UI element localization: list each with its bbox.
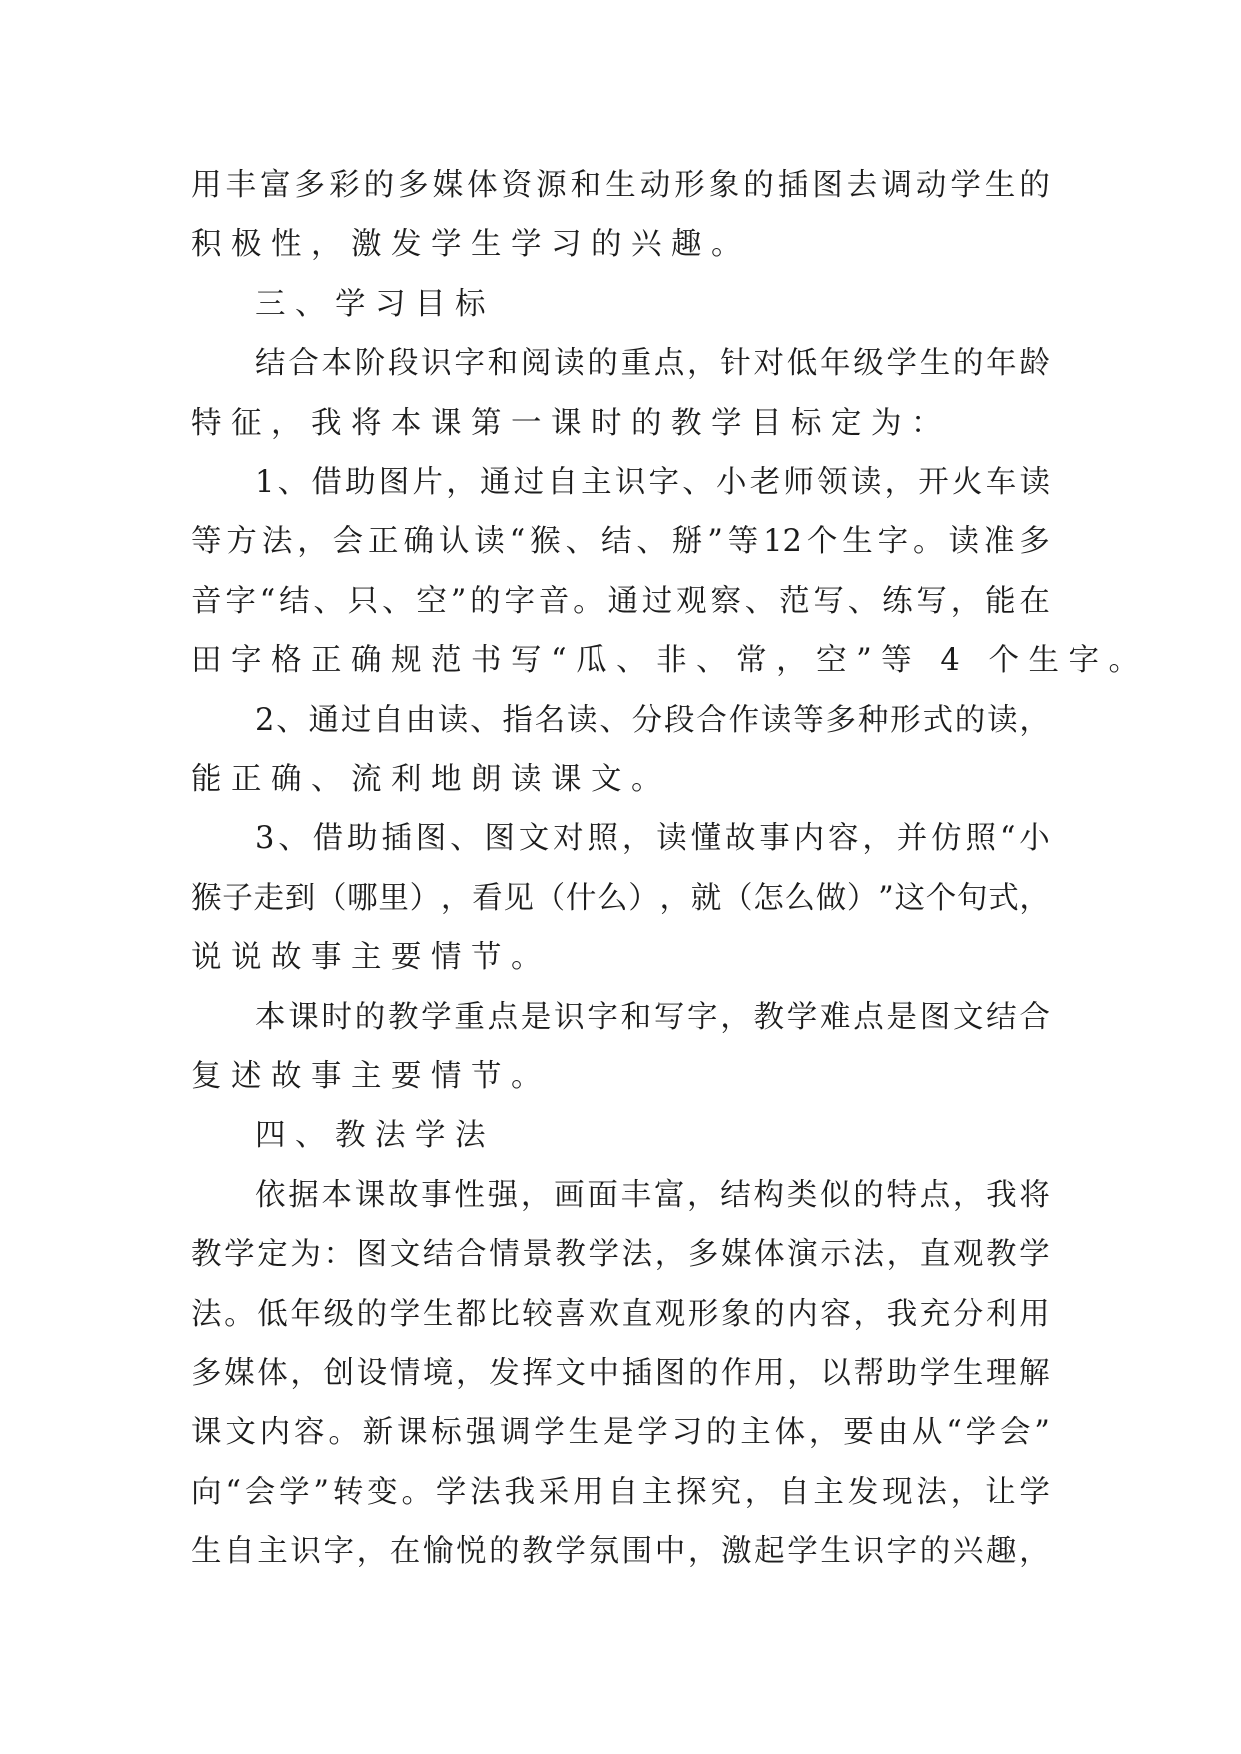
text-line: 教 学 定 为 ： 图 文 结 合 情 景 教 学 法 ， 多 媒 体 演 示 法 ， 直 观 教 学 xyxy=(191,1237,1050,1272)
text-line: 说说故事主要情节。 xyxy=(191,940,551,975)
text-line: 能正确、流利地朗读课文。 xyxy=(191,762,671,797)
text-line: 法 。 低 年 级 的 学 生 都 比 较 喜 欢 直 观 形 象 的 内 容 ， 我 充 分 利 用 xyxy=(191,1297,1050,1332)
text-line: 依 据 本 课 故 事 性 强 ， 画 面 丰 富 ， 结 构 类 似 的 特 点 ， 我 将 xyxy=(255,1178,1050,1213)
section-heading: 三、学习目标 xyxy=(255,287,495,322)
list-item: 3 、 借 助 插 图 、 图 文 对 照 ， 读 懂 故 事 内 容 ， 并 仿 照 “ 小 xyxy=(255,821,1050,856)
section-heading: 四、教法学法 xyxy=(255,1118,495,1153)
text-line: 等 方 法 ， 会 正 确 认 读 “ 猴 、 结 、 掰 ” 等 12 个 生 字 。 读 准 多 xyxy=(191,524,1050,559)
text-line: 向 “ 会 学 ” 转 变 。 学 法 我 采 用 自 主 探 究 ， 自 主 发 现 法 ， 让 学 xyxy=(191,1475,1050,1510)
text-line: 复述故事主要情节。 xyxy=(191,1059,551,1094)
text-line: 特征，我将本课第一课时的教学目标定为： xyxy=(191,406,951,441)
text-line: 田字格正确规范书写“瓜、非、常，空”等 4 个生字。 xyxy=(191,643,1149,678)
text-line: 用 丰 富 多 彩 的 多 媒 体 资 源 和 生 动 形 象 的 插 图 去 调 动 学 生 的 xyxy=(191,168,1050,203)
text-line: 猴 子 走 到 （ 哪 里 ） ， 看 见 （ 什 么 ） ， 就 （ 怎 么 做 ） ” 这 个 句 式 ， xyxy=(191,881,1050,916)
text-line: 本 课 时 的 教 学 重 点 是 识 字 和 写 字 ， 教 学 难 点 是 图 文 结 合 xyxy=(255,1000,1050,1035)
text-line: 积极性，激发学生学习的兴趣。 xyxy=(191,227,751,262)
text-line: 音 字 “ 结 、 只 、 空 ” 的 字 音 。 通 过 观 察 、 范 写 、 练 写 ， 能 在 xyxy=(191,584,1050,619)
text-line: 课 文 内 容 。 新 课 标 强 调 学 生 是 学 习 的 主 体 ， 要 由 从 “ 学 会 ” xyxy=(191,1415,1050,1450)
text-line: 多 媒 体 ， 创 设 情 境 ， 发 挥 文 中 插 图 的 作 用 ， 以 帮 助 学 生 理 解 xyxy=(191,1356,1050,1391)
text-line: 结 合 本 阶 段 识 字 和 阅 读 的 重 点 ， 针 对 低 年 级 学 生 的 年 龄 xyxy=(255,346,1050,381)
list-item: 2 、 通 过 自 由 读 、 指 名 读 、 分 段 合 作 读 等 多 种 形 式 的 读 ， xyxy=(255,703,1050,738)
list-item: 1 、 借 助 图 片 ， 通 过 自 主 识 字 、 小 老 师 领 读 ， 开 火 车 读 xyxy=(255,465,1050,500)
text-line: 生 自 主 识 字 ， 在 愉 悦 的 教 学 氛 围 中 ， 激 起 学 生 识 字 的 兴 趣 ， xyxy=(191,1534,1050,1569)
